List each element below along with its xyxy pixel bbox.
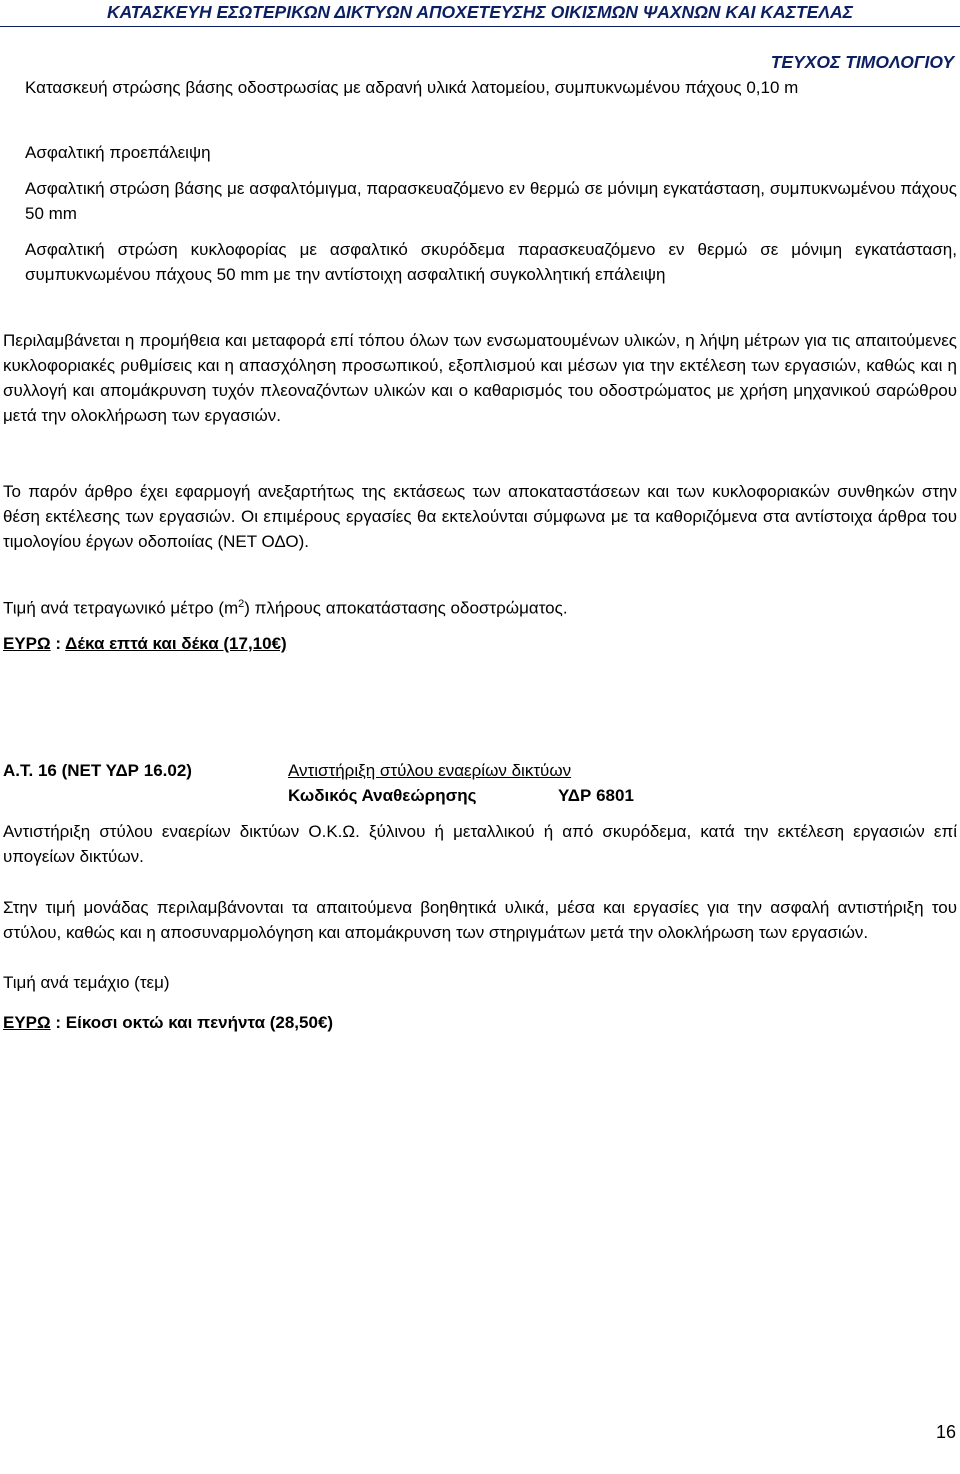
list-item xyxy=(3,75,957,100)
list-item xyxy=(3,237,957,287)
revision-label: Κωδικός Αναθεώρησης xyxy=(288,786,477,805)
description-paragraph: Αντιστήριξη στύλου εναερίων δικτύων Ο.Κ.Ω. ξύλινου ή μεταλλικού ή από σκυρόδεμα, κατά την εκτέλεση εργασιών επί υπογείων δικτύων. xyxy=(3,822,957,866)
scope-paragraph: Περιλαμβάνεται η προμήθεια και μεταφορά επί τόπου όλων των ενσωματουμένων υλικών, η λήψη μέτρων για τις απαιτούμενες κυκλοφοριακές ρυθμίσεις και η απασχόληση προσωπικού, εξοπλισμού και μέσων για την εκτέλεση των εργασιών, καθώς και η συλλογή και απομάκρυνση τυχόν πλεοναζόντων υλικών και ο καθαρισμός του οδοστρώματος με χρήση μηχανικού σαρώθρου μετά την ολοκλήρωση των εργασιών. xyxy=(3,331,957,425)
list-item-text: Ασφαλτική στρώση κυκλοφορίας με ασφαλτικό σκυρόδεμα παρασκευαζόμενο εν θερμώ σε μόνιμη εγκατάσταση, συμπυκνωμένου πάχους 50 mm με την αντίστοιχη ασφαλτική συγκολλητική επάλειψη xyxy=(25,240,957,284)
revision-line xyxy=(3,783,957,808)
list-item-text: Ασφαλτική στρώση βάσης με ασφαλτόμιγμα, παρασκευαζόμενο εν θερμώ σε μόνιμη εγκατάσταση, συμπυκνωμένου πάχους 50 mm xyxy=(25,179,957,223)
article-heading xyxy=(3,758,957,783)
list-item-text: Ασφαλτική προεπάλειψη xyxy=(25,143,211,162)
header-title: ΚΑΤΑΣΚΕΥΗ ΕΣΩΤΕΡΙΚΩΝ ΔΙΚΤΥΩΝ ΑΠΟΧΕΤΕΥΣΗΣ ΟΙΚΙΣΜΩΝ ΨΑΧΝΩΝ ΚΑΙ ΚΑΣΤΕΛΑΣ xyxy=(107,2,853,22)
revision-code: ΥΔΡ 6801 xyxy=(558,786,634,805)
unit-description: Τιμή ανά τεμάχιο (τεμ) xyxy=(3,973,170,992)
list-item-text: Κατασκευή στρώσης βάσης οδοστρωσίας με αδρανή υλικά λατομείου, συμπυκνωμένου πάχους 0,10 m xyxy=(25,78,799,97)
price-text: Είκοσι οκτώ και πενήντα (28,50€) xyxy=(65,1013,334,1032)
unit-description: Τιμή ανά τετραγωνικό μέτρο $(m^2)$ πλήρους αποκατάστασης οδοστρώματος. xyxy=(3,598,568,618)
page-number: 16 xyxy=(935,1422,956,1442)
currency-label: ΕΥΡΩ xyxy=(3,634,51,653)
inclusion-paragraph: Στην τιμή μονάδας περιλαμβάνονται τα απαιτούμενα βοηθητικά υλικά, μέσα και εργασίες για την ασφαλή αντιστήριξη του στύλου, καθώς και η αποσυναρμολόγηση και απομάκρυνση των στηριγμάτων μετά την ολοκλήρωση των εργασιών. xyxy=(3,898,957,942)
header-rule xyxy=(0,26,960,27)
price-line: ΕΥΡΩ : Είκοσι οκτώ και πενήντα (28,50€) xyxy=(3,1013,334,1032)
price-line: ΕΥΡΩ : Δέκα επτά και δέκα (17,10€) xyxy=(3,634,287,653)
price-text: Δέκα επτά και δέκα (17,10€) xyxy=(65,634,287,653)
list-item xyxy=(3,176,957,226)
header-subtitle: ΤΕΥΧΟΣ ΤΙΜΟΛΟΓΙΟΥ xyxy=(770,52,954,72)
article-code: Α.Τ. 16 (ΝΕΤ ΥΔΡ 16.02) xyxy=(3,761,192,780)
application-paragraph: Το παρόν άρθρο έχει εφαρμογή ανεξαρτήτως της εκτάσεως των αποκαταστάσεων και των κυκλοφοριακών συνθηκών στην θέση εκτέλεσης των εργασιών. Οι επιμέρους εργασίες θα εκτελούνται σύμφωνα με τα καθοριζόμενα στα αντίστοιχα άρθρα του τιμολογίου έργων οδοποιίας (ΝΕΤ ΟΔΟ). xyxy=(3,482,957,551)
article-title: Αντιστήριξη στύλου εναερίων δικτύων xyxy=(288,761,572,780)
currency-label: ΕΥΡΩ xyxy=(3,1013,51,1032)
list-item xyxy=(3,140,957,165)
